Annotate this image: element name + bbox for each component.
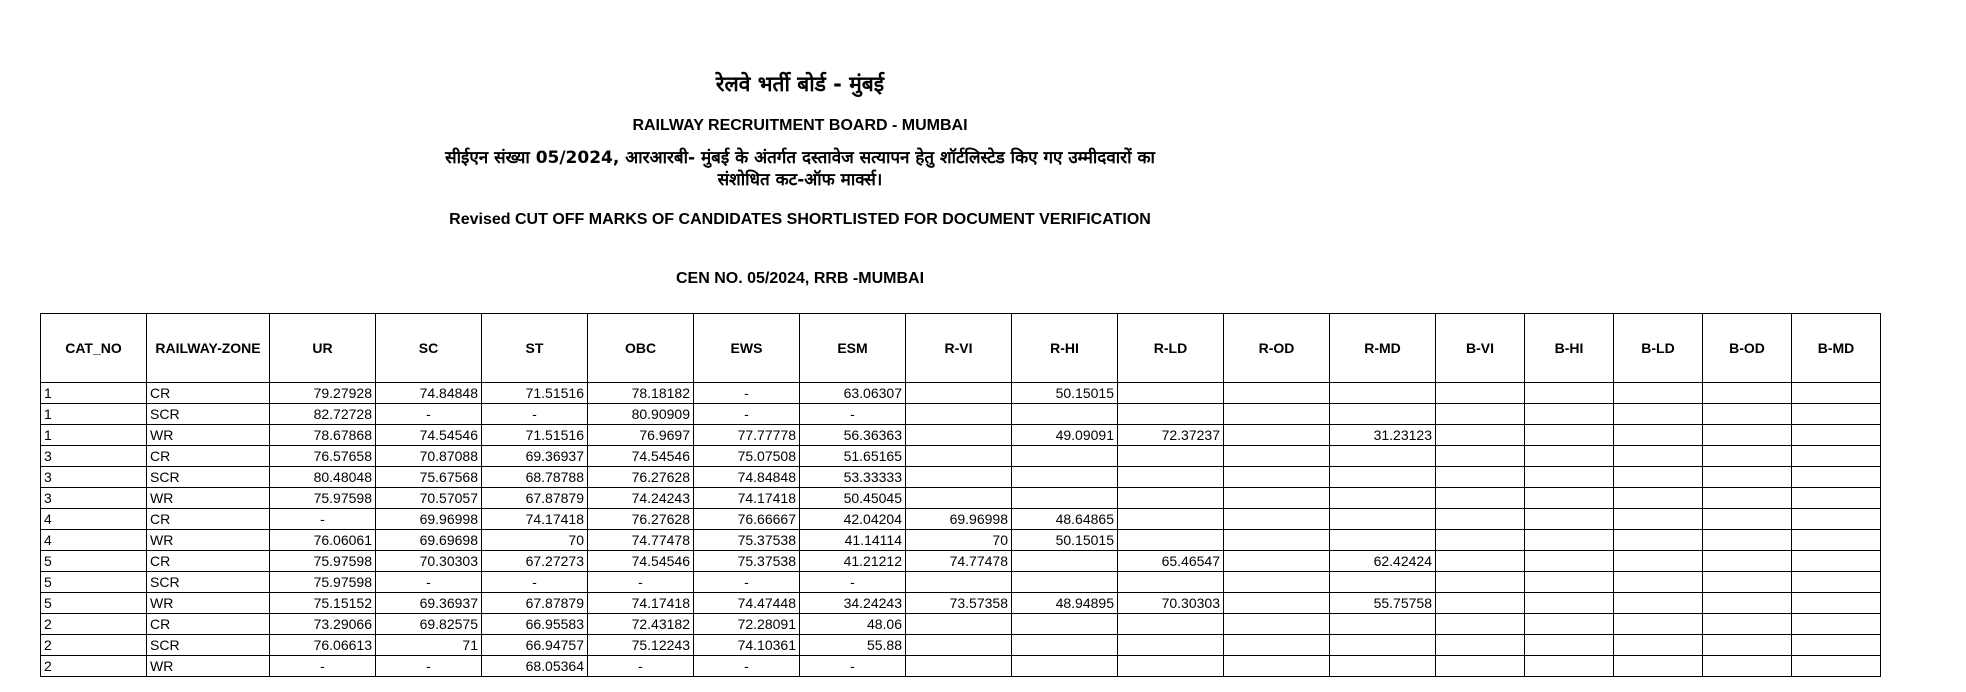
table-cell: 80.90909: [588, 404, 694, 425]
table-cell: [1436, 425, 1525, 446]
table-row: [41, 593, 1881, 614]
table-cell: [1436, 467, 1525, 488]
table-cell: [1224, 509, 1330, 530]
column-header-b-vi: B-VI: [1436, 314, 1525, 383]
table-cell: -: [376, 656, 482, 677]
table-cell: [1614, 614, 1703, 635]
table-cell: [1012, 635, 1118, 656]
table-cell: -: [694, 656, 800, 677]
table-cell: 68.78788: [482, 467, 588, 488]
table-cell: 68.05364: [482, 656, 588, 677]
table-cell: [1436, 404, 1525, 425]
table-cell: [1614, 635, 1703, 656]
table-row: [41, 488, 1881, 509]
column-header-r-hi: R-HI: [1012, 314, 1118, 383]
table-cell: [1703, 551, 1792, 572]
table-cell: 76.06613: [270, 635, 376, 656]
table-cell: 72.37237: [1118, 425, 1224, 446]
table-cell: WR: [147, 530, 270, 551]
table-cell: [1525, 593, 1614, 614]
table-cell: 42.04204: [800, 509, 906, 530]
table-row: [41, 404, 1881, 425]
column-header-ews: EWS: [694, 314, 800, 383]
table-cell: 48.64865: [1012, 509, 1118, 530]
table-row: [41, 530, 1881, 551]
table-cell: [1614, 551, 1703, 572]
table-cell: 74.54546: [376, 425, 482, 446]
column-header-esm: ESM: [800, 314, 906, 383]
table-cell: 75.12243: [588, 635, 694, 656]
table-cell: [1525, 530, 1614, 551]
table-cell: [1118, 572, 1224, 593]
column-header-r-vi: R-VI: [906, 314, 1012, 383]
column-header-cat-no: CAT_NO: [41, 314, 147, 383]
table-cell: CR: [147, 551, 270, 572]
table-cell: 72.28091: [694, 614, 800, 635]
table-cell: [1224, 488, 1330, 509]
table-cell: 78.18182: [588, 383, 694, 404]
table-cell: [1330, 488, 1436, 509]
table-cell: 71: [376, 635, 482, 656]
table-cell: [906, 635, 1012, 656]
table-cell: [906, 656, 1012, 677]
header-row: [41, 314, 1881, 383]
table-cell: [1792, 614, 1881, 635]
table-cell: 71.51516: [482, 383, 588, 404]
column-header-railway-zone: RAILWAY-ZONE: [147, 314, 270, 383]
table-cell: 74.17418: [694, 488, 800, 509]
table-cell: [1436, 488, 1525, 509]
table-cell: [1118, 656, 1224, 677]
table-cell: 63.06307: [800, 383, 906, 404]
table-cell: [1792, 509, 1881, 530]
table-cell: -: [588, 656, 694, 677]
table-cell: 34.24243: [800, 593, 906, 614]
table-cell: [1330, 635, 1436, 656]
table-cell: 75.15152: [270, 593, 376, 614]
column-header-r-od: R-OD: [1224, 314, 1330, 383]
table-cell: 74.77478: [906, 551, 1012, 572]
table-cell: [1118, 383, 1224, 404]
table-cell: [1330, 656, 1436, 677]
table-cell: [1792, 530, 1881, 551]
table-cell: [906, 488, 1012, 509]
table-cell: -: [482, 572, 588, 593]
table-cell: 69.36937: [482, 446, 588, 467]
table-cell: [1012, 467, 1118, 488]
table-cell: 66.95583: [482, 614, 588, 635]
table-cell: [1703, 593, 1792, 614]
column-header-b-ld: B-LD: [1614, 314, 1703, 383]
table-cell: [1525, 614, 1614, 635]
table-cell: [1118, 488, 1224, 509]
table-cell: [1118, 614, 1224, 635]
table-cell: 78.67868: [270, 425, 376, 446]
table-header: [41, 314, 1881, 383]
table-cell: [1330, 467, 1436, 488]
hindi-subtitle-line2: संशोधित कट-ऑफ मार्क्स।: [717, 170, 883, 190]
table-cell: 5: [41, 551, 147, 572]
table-cell: 74.10361: [694, 635, 800, 656]
table-cell: [1012, 488, 1118, 509]
table-cell: [1436, 530, 1525, 551]
table-cell: 1: [41, 383, 147, 404]
english-subtitle: Revised CUT OFF MARKS OF CANDIDATES SHORTLISTED FOR DOCUMENT VERIFICATION: [449, 211, 1151, 228]
table-cell: 3: [41, 488, 147, 509]
hindi-title: रेलवे भर्ती बोर्ड - मुंबई: [715, 72, 885, 96]
table-cell: [1614, 593, 1703, 614]
table-cell: 48.06: [800, 614, 906, 635]
table-cell: [1436, 614, 1525, 635]
table-cell: -: [800, 404, 906, 425]
table-cell: [1224, 551, 1330, 572]
table-cell: [906, 467, 1012, 488]
table-cell: [1224, 446, 1330, 467]
table-cell: [906, 425, 1012, 446]
table-cell: [1525, 383, 1614, 404]
table-cell: [1012, 614, 1118, 635]
table-cell: [1614, 509, 1703, 530]
table-cell: 4: [41, 530, 147, 551]
cutoff-table: [40, 313, 1881, 677]
column-header-b-od: B-OD: [1703, 314, 1792, 383]
table-cell: [1525, 404, 1614, 425]
table-row: [41, 635, 1881, 656]
table-row: [41, 467, 1881, 488]
table-cell: 50.15015: [1012, 383, 1118, 404]
table-cell: 72.43182: [588, 614, 694, 635]
cen-number: CEN NO. 05/2024, RRB -MUMBAI: [675, 270, 925, 287]
table-cell: -: [694, 404, 800, 425]
table-cell: 76.66667: [694, 509, 800, 530]
table-cell: 49.09091: [1012, 425, 1118, 446]
table-cell: [1224, 383, 1330, 404]
table-cell: 67.87879: [482, 593, 588, 614]
table-cell: [1436, 551, 1525, 572]
table-cell: [1614, 572, 1703, 593]
table-cell: [1525, 488, 1614, 509]
table-cell: [1525, 425, 1614, 446]
table-cell: 79.27928: [270, 383, 376, 404]
column-header-obc: OBC: [588, 314, 694, 383]
table-cell: 70: [906, 530, 1012, 551]
table-cell: 70.87088: [376, 446, 482, 467]
table-cell: 1: [41, 404, 147, 425]
table-cell: 75.97598: [270, 572, 376, 593]
table-cell: 74.17418: [482, 509, 588, 530]
table-cell: [1525, 509, 1614, 530]
table-cell: [1436, 635, 1525, 656]
table-cell: 74.24243: [588, 488, 694, 509]
table-cell: 48.94895: [1012, 593, 1118, 614]
table-cell: CR: [147, 614, 270, 635]
table-cell: 75.67568: [376, 467, 482, 488]
table-row: [41, 446, 1881, 467]
hindi-subtitle-line1: सीईएन संख्या 05/2024, आरआरबी- मुंबई के अंतर्गत दस्तावेज सत्यापन हेतु शॉर्टलिस्टेड किए गए उम्मीदवारों का: [445, 148, 1155, 168]
table-cell: [1792, 446, 1881, 467]
table-cell: [906, 383, 1012, 404]
table-cell: SCR: [147, 635, 270, 656]
table-cell: 76.57658: [270, 446, 376, 467]
table-cell: 5: [41, 572, 147, 593]
table-cell: 41.21212: [800, 551, 906, 572]
table-row: [41, 656, 1881, 677]
column-header-r-ld: R-LD: [1118, 314, 1224, 383]
table-cell: WR: [147, 593, 270, 614]
table-cell: [1792, 404, 1881, 425]
table-row: [41, 383, 1881, 404]
table-cell: 41.14114: [800, 530, 906, 551]
table-cell: 66.94757: [482, 635, 588, 656]
table-cell: WR: [147, 425, 270, 446]
table-cell: [1330, 383, 1436, 404]
table-cell: [1792, 656, 1881, 677]
column-header-r-md: R-MD: [1330, 314, 1436, 383]
table-cell: [1614, 656, 1703, 677]
table-cell: [1525, 656, 1614, 677]
table-cell: [1703, 425, 1792, 446]
table-cell: [1436, 656, 1525, 677]
table-cell: 2: [41, 635, 147, 656]
table-cell: 69.69698: [376, 530, 482, 551]
table-cell: SCR: [147, 572, 270, 593]
table-cell: 75.97598: [270, 488, 376, 509]
table-cell: [1614, 425, 1703, 446]
table-cell: [1436, 509, 1525, 530]
table-cell: -: [800, 656, 906, 677]
table-cell: 82.72728: [270, 404, 376, 425]
table-cell: 69.96998: [906, 509, 1012, 530]
table-cell: [1012, 572, 1118, 593]
table-cell: [1792, 593, 1881, 614]
table-cell: [1525, 635, 1614, 656]
table-cell: CR: [147, 383, 270, 404]
table-cell: [1224, 530, 1330, 551]
hindi-subtitle: [0, 147, 1600, 191]
table-cell: SCR: [147, 404, 270, 425]
table-cell: [1224, 467, 1330, 488]
table-cell: [1525, 467, 1614, 488]
table-cell: 74.17418: [588, 593, 694, 614]
table-cell: [1525, 446, 1614, 467]
table-cell: [1614, 488, 1703, 509]
table-cell: [1614, 383, 1703, 404]
table-cell: [1224, 656, 1330, 677]
table-cell: WR: [147, 488, 270, 509]
table-cell: [1614, 446, 1703, 467]
table-cell: -: [694, 383, 800, 404]
column-header-b-hi: B-HI: [1525, 314, 1614, 383]
table-cell: [1703, 635, 1792, 656]
table-cell: [1330, 614, 1436, 635]
table-cell: 76.27628: [588, 467, 694, 488]
table-cell: SCR: [147, 467, 270, 488]
table-cell: 62.42424: [1330, 551, 1436, 572]
table-cell: [1330, 509, 1436, 530]
table-cell: [1224, 404, 1330, 425]
table-cell: -: [694, 572, 800, 593]
table-cell: -: [376, 572, 482, 593]
table-cell: [1330, 446, 1436, 467]
table-cell: [1614, 404, 1703, 425]
table-cell: 73.29066: [270, 614, 376, 635]
table-cell: [1792, 383, 1881, 404]
table-cell: 1: [41, 425, 147, 446]
table-cell: [1012, 404, 1118, 425]
table-cell: [1792, 467, 1881, 488]
table-cell: 75.37538: [694, 551, 800, 572]
table-row: [41, 509, 1881, 530]
column-header-ur: UR: [270, 314, 376, 383]
table-cell: [1224, 593, 1330, 614]
table-cell: [1118, 404, 1224, 425]
table-cell: 74.47448: [694, 593, 800, 614]
table-cell: [1703, 530, 1792, 551]
table-cell: [906, 446, 1012, 467]
table-cell: -: [588, 572, 694, 593]
table-cell: [906, 572, 1012, 593]
table-cell: [1792, 488, 1881, 509]
table-cell: 5: [41, 593, 147, 614]
table-cell: [1118, 467, 1224, 488]
table-cell: 76.9697: [588, 425, 694, 446]
table-cell: [1792, 635, 1881, 656]
table-cell: [1614, 530, 1703, 551]
table-cell: [906, 404, 1012, 425]
table-cell: [1436, 446, 1525, 467]
table-row: [41, 614, 1881, 635]
table-row: [41, 425, 1881, 446]
table-row: [41, 551, 1881, 572]
table-cell: 74.84848: [376, 383, 482, 404]
table-cell: [1436, 572, 1525, 593]
table-cell: [1118, 530, 1224, 551]
table-cell: 2: [41, 614, 147, 635]
table-cell: [1703, 572, 1792, 593]
table-cell: [1330, 530, 1436, 551]
table-cell: [906, 614, 1012, 635]
table-cell: 74.54546: [588, 551, 694, 572]
table-cell: 77.77778: [694, 425, 800, 446]
table-cell: 67.87879: [482, 488, 588, 509]
table-cell: WR: [147, 656, 270, 677]
table-cell: 50.15015: [1012, 530, 1118, 551]
table-cell: [1224, 614, 1330, 635]
table-cell: CR: [147, 446, 270, 467]
table-cell: 50.45045: [800, 488, 906, 509]
table-cell: 74.84848: [694, 467, 800, 488]
table-cell: 75.07508: [694, 446, 800, 467]
table-cell: 70.57057: [376, 488, 482, 509]
table-cell: [1012, 446, 1118, 467]
table-cell: 31.23123: [1330, 425, 1436, 446]
table-cell: 65.46547: [1118, 551, 1224, 572]
table-cell: [1224, 425, 1330, 446]
table-cell: 69.82575: [376, 614, 482, 635]
table-cell: -: [270, 509, 376, 530]
table-cell: 69.96998: [376, 509, 482, 530]
table-cell: [1614, 467, 1703, 488]
table-cell: [1792, 572, 1881, 593]
table-cell: 74.54546: [588, 446, 694, 467]
table-cell: [1525, 572, 1614, 593]
table-cell: 4: [41, 509, 147, 530]
table-body: [41, 383, 1881, 677]
table-cell: 69.36937: [376, 593, 482, 614]
table-cell: 75.37538: [694, 530, 800, 551]
table-cell: [1703, 446, 1792, 467]
table-cell: 56.36363: [800, 425, 906, 446]
table-cell: [1792, 551, 1881, 572]
table-cell: 70.30303: [1118, 593, 1224, 614]
table-cell: -: [270, 656, 376, 677]
table-cell: [1224, 572, 1330, 593]
table-cell: 55.88: [800, 635, 906, 656]
table-cell: [1703, 488, 1792, 509]
table-cell: 70.30303: [376, 551, 482, 572]
table-cell: [1703, 614, 1792, 635]
table-cell: 75.97598: [270, 551, 376, 572]
table-cell: 71.51516: [482, 425, 588, 446]
table-cell: 55.75758: [1330, 593, 1436, 614]
table-cell: [1703, 383, 1792, 404]
english-title: RAILWAY RECRUITMENT BOARD - MUMBAI: [632, 117, 968, 134]
table-cell: 80.48048: [270, 467, 376, 488]
table-cell: 76.06061: [270, 530, 376, 551]
table-cell: 70: [482, 530, 588, 551]
table-cell: [1330, 404, 1436, 425]
table-cell: [1118, 509, 1224, 530]
column-header-sc: SC: [376, 314, 482, 383]
table-cell: -: [376, 404, 482, 425]
table-cell: CR: [147, 509, 270, 530]
table-cell: -: [800, 572, 906, 593]
table-cell: [1703, 509, 1792, 530]
table-cell: [1525, 551, 1614, 572]
table-cell: [1118, 446, 1224, 467]
table-cell: [1436, 383, 1525, 404]
table-cell: [1330, 572, 1436, 593]
table-cell: [1224, 635, 1330, 656]
table-cell: 67.27273: [482, 551, 588, 572]
table-cell: 2: [41, 656, 147, 677]
table-cell: [1703, 467, 1792, 488]
table-cell: 53.33333: [800, 467, 906, 488]
table-cell: [1118, 635, 1224, 656]
column-header-st: ST: [482, 314, 588, 383]
table-cell: [1012, 656, 1118, 677]
table-row: [41, 572, 1881, 593]
table-cell: 73.57358: [906, 593, 1012, 614]
table-cell: [1703, 656, 1792, 677]
table-cell: 74.77478: [588, 530, 694, 551]
table-cell: [1792, 425, 1881, 446]
table-cell: [1436, 593, 1525, 614]
table-cell: [1012, 551, 1118, 572]
table-cell: [1703, 404, 1792, 425]
table-cell: 51.65165: [800, 446, 906, 467]
table-cell: 3: [41, 467, 147, 488]
column-header-b-md: B-MD: [1792, 314, 1881, 383]
table-cell: -: [482, 404, 588, 425]
table-cell: 3: [41, 446, 147, 467]
table-cell: 76.27628: [588, 509, 694, 530]
